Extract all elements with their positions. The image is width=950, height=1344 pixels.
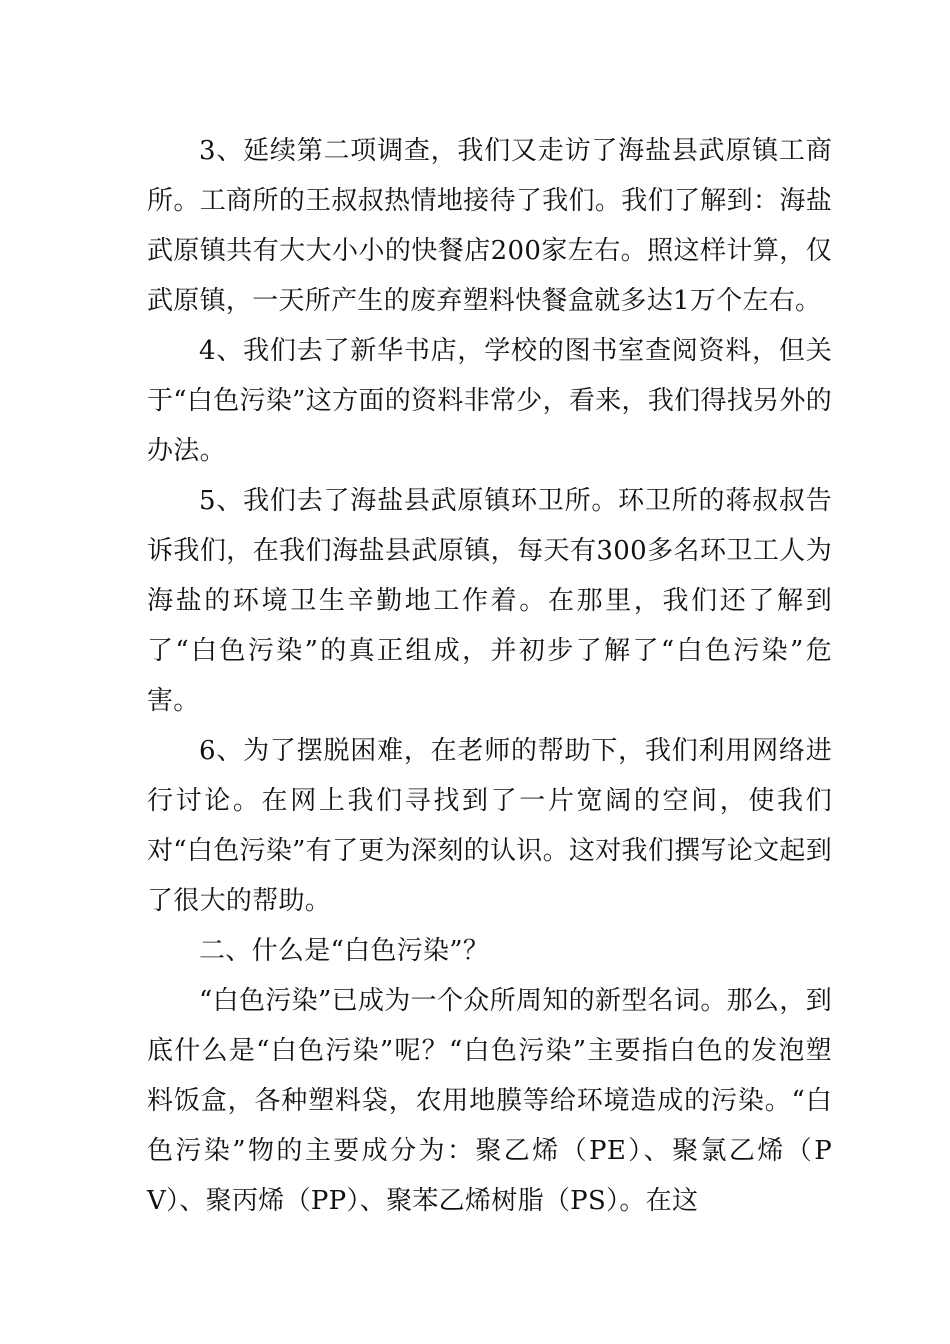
paragraph-survey-3: 3、延续第二项调查，我们又走访了海盐县武原镇工商所。工商所的王叔叔热情地接待了我们。我们了解到：海盐武原镇共有大大小小的快餐店200家左右。照这样计算，仅武原镇，一天所产生的废弃塑料快餐盒就多达1万个左右。: [147, 136, 832, 316]
paragraph-survey-6: 6、为了摆脱困难，在老师的帮助下，我们利用网络进行讨论。在网上我们寻找到了一片宽阔的空间，使我们对“白色污染”有了更为深刻的认识。这对我们撰写论文起到了很大的帮助。: [147, 736, 832, 916]
document-body: [147, 126, 832, 1226]
section-heading: 二、什么是“白色污染”？: [199, 936, 490, 966]
paragraph-survey-5: 5、我们去了海盐县武原镇环卫所。环卫所的蒋叔叔告诉我们，在我们海盐县武原镇，每天有300多名环卫工人为海盐的环境卫生辛勤地工作着。在那里，我们还了解到了“白色污染”的真正组成，并初步了解了“白色污染”危害。: [147, 486, 832, 716]
paragraph-definition: “白色污染”已成为一个众所周知的新型名词。那么，到底什么是“白色污染”呢？“白色污染”主要指白色的发泡塑料饭盒，各种塑料袋，农用地膜等给环境造成的污染。“白色污染”物的主要成分为：聚乙烯（PE）、聚氯乙烯（PV）、聚丙烯（PP）、聚苯乙烯树脂（PS）。在这: [147, 986, 832, 1216]
paragraph-survey-4: 4、我们去了新华书店，学校的图书室查阅资料，但关于“白色污染”这方面的资料非常少，看来，我们得找另外的办法。: [147, 336, 832, 466]
